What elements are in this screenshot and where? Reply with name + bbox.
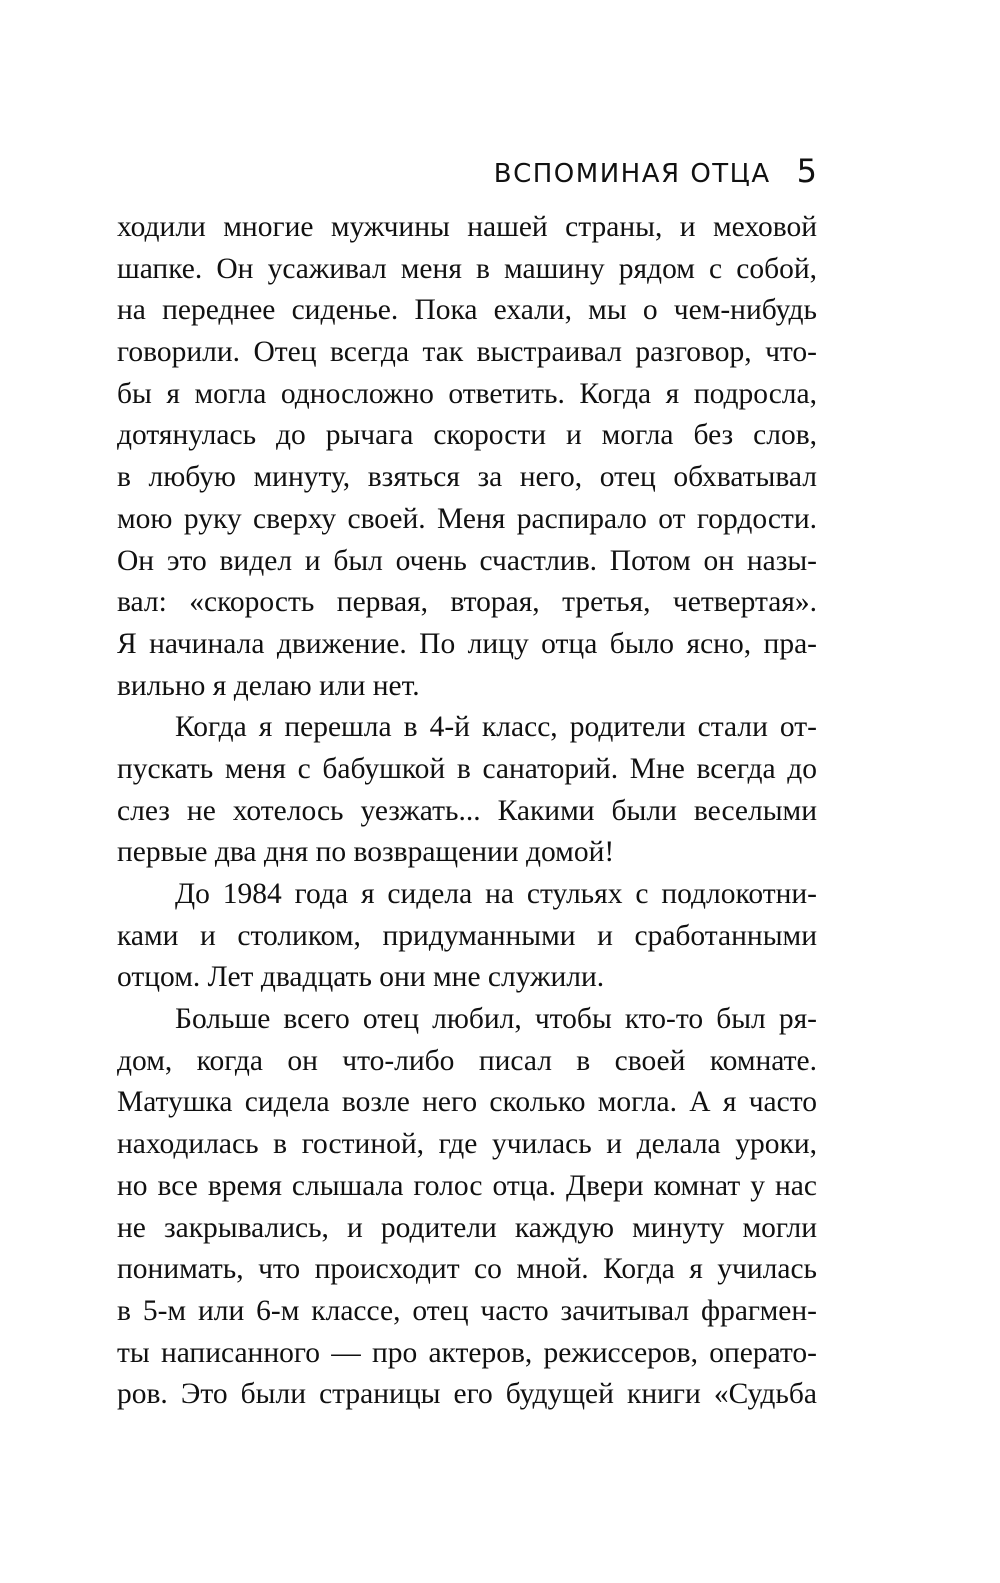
- text-line: Он это видел и был очень счастлив. Потом он назы-: [117, 544, 817, 577]
- text-line: отцом. Лет двадцать они мне служили.: [117, 961, 605, 994]
- text-line: говорили. Отец всегда так выстраивал разговор, что-: [117, 336, 817, 369]
- text-line: ками и столиком, придуманными и сработанными: [117, 919, 817, 952]
- text-line: Я начинала движение. По лицу отца было ясно, пра-: [117, 627, 817, 660]
- text-line: вал: «скорость первая, вторая, третья, четвертая».: [117, 586, 817, 619]
- body-text: [117, 207, 817, 1416]
- text-line: мою руку сверху своей. Меня распирало от гордости.: [117, 502, 817, 535]
- text-line: в 5-м или 6-м классе, отец часто зачитывал фрагмен-: [117, 1294, 817, 1327]
- running-head: [494, 152, 817, 190]
- paragraph-3: [117, 874, 817, 999]
- text-line: ходили многие мужчины нашей страны, и меховой: [117, 211, 817, 243]
- text-line: пускать меня с бабушкой в санаторий. Мне всегда до: [117, 752, 817, 785]
- text-line: До 1984 года я сидела на стульях с подлокотни-: [175, 878, 817, 910]
- text-line: но все время слышала голос отца. Двери комнат у нас: [117, 1169, 817, 1202]
- paragraph-1: [117, 207, 817, 707]
- text-line: Больше всего отец любил, чтобы кто-то был ря-: [175, 1003, 817, 1036]
- text-line: не закрывались, и родители каждую минуту могли: [117, 1211, 817, 1244]
- paragraph-4: [117, 999, 817, 1416]
- text-line: Матушка сидела возле него сколько могла. А я часто: [117, 1086, 817, 1119]
- text-line: слез не хотелось уезжать... Какими были веселыми: [117, 794, 817, 827]
- text-line: ты написанного — про актеров, режиссеров, операто-: [117, 1336, 817, 1369]
- paragraph-2: [117, 707, 817, 874]
- text-line: понимать, что происходит со мной. Когда я училась: [117, 1253, 817, 1286]
- text-line: находилась в гостиной, где училась и делала уроки,: [117, 1128, 817, 1161]
- text-line: дотянулась до рычага скорости и могла без слов,: [117, 419, 817, 452]
- text-line: первые два дня по возвращении домой!: [117, 836, 615, 869]
- running-title: ВСПОМИНАЯ ОТЦА: [493, 159, 771, 189]
- text-line: шапке. Он усаживал меня в машину рядом с собой,: [117, 252, 817, 285]
- page-number: 5: [796, 152, 817, 190]
- text-line: ров. Это были страницы его будущей книги «Судьба: [117, 1378, 817, 1411]
- text-line: на переднее сиденье. Пока ехали, мы о чем-нибудь: [117, 294, 817, 327]
- text-line: дом, когда он что-либо писал в своей комнате.: [117, 1044, 817, 1077]
- text-line: вильно я делаю или нет.: [117, 669, 420, 702]
- text-line: Когда я перешла в 4-й класс, родители стали от-: [175, 711, 817, 744]
- text-line: бы я могла односложно ответить. Когда я подросла,: [117, 377, 817, 410]
- text-line: в любую минуту, взяться за него, отец обхватывал: [117, 461, 817, 494]
